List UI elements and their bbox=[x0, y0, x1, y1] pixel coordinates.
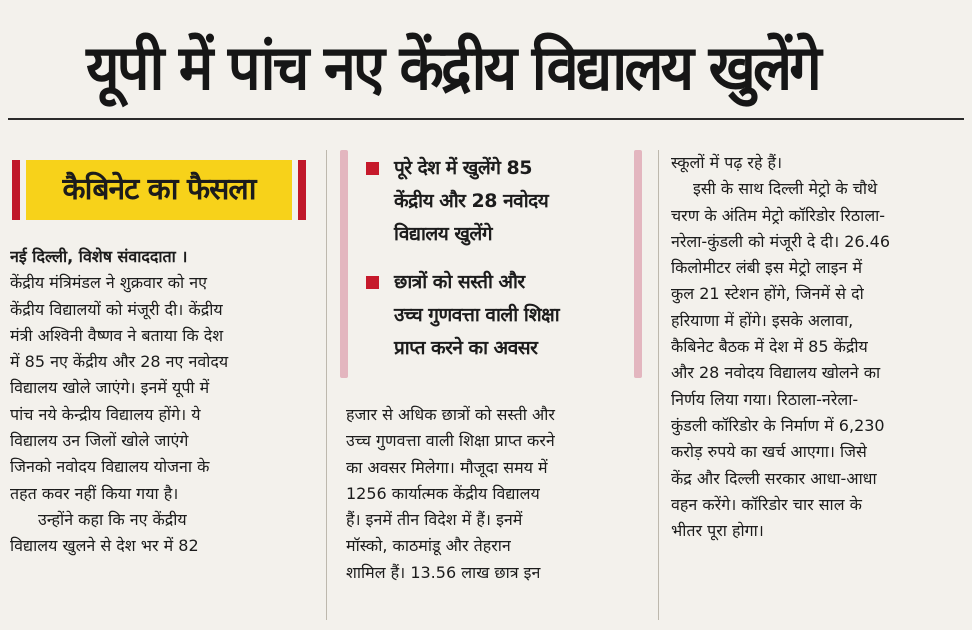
column-line: केंद्रीय मंत्रिमंडल ने शुक्रवार को नए bbox=[10, 273, 207, 293]
tag-label: कैबिनेट का फैसला bbox=[26, 160, 292, 220]
column-line: किलोमीटर लंबी इस मेट्रो लाइन में bbox=[671, 258, 863, 278]
highlight-line: छात्रों को सस्ती और bbox=[394, 271, 525, 293]
highlight-line: विद्यालय खुलेंगे bbox=[394, 223, 493, 245]
tag-bar-right bbox=[298, 160, 306, 220]
column-line: चरण के अंतिम मेट्रो कॉरिडोर रिठाला- bbox=[671, 205, 886, 225]
highlight-item bbox=[368, 266, 608, 365]
column-line: वहन करेंगे। कॉरिडोर चार साल के bbox=[671, 494, 862, 514]
headline-rule bbox=[8, 118, 964, 120]
highlights-box bbox=[340, 150, 642, 378]
headline: यूपी में पांच नए केंद्रीय विद्यालय खुलेंगे bbox=[86, 31, 819, 104]
section-tag bbox=[12, 160, 306, 220]
dateline: नई दिल्ली, विशेष संवाददाता । bbox=[10, 247, 188, 266]
bullet-square-icon bbox=[366, 162, 379, 175]
column-line: में 85 नए केंद्रीय और 28 नए नवोदय bbox=[10, 352, 229, 372]
highlight-item bbox=[368, 152, 608, 251]
column-line: हजार से अधिक छात्रों को सस्ती और bbox=[346, 405, 555, 424]
highlight-line: केंद्रीय और 28 नवोदय bbox=[394, 190, 549, 212]
highlights-edge-right bbox=[634, 150, 642, 378]
column-line: करोड़ रुपये का खर्च आएगा। जिसे bbox=[671, 442, 867, 462]
column-divider bbox=[326, 150, 327, 620]
article-column-1 bbox=[10, 244, 312, 560]
column-line: और 28 नवोदय विद्यालय खोलने का bbox=[671, 363, 881, 383]
column-line: पांच नये केन्द्रीय विद्यालय होंगे। ये bbox=[10, 404, 201, 424]
column-line: 1256 कार्यात्मक केंद्रीय विद्यालय bbox=[346, 483, 540, 503]
article-column-3 bbox=[671, 150, 969, 544]
column-line: केंद्र और दिल्ली सरकार आधा-आधा bbox=[671, 468, 877, 488]
highlight-line: उच्च गुणवत्ता वाली शिक्षा bbox=[394, 304, 560, 326]
column-line: नरेला-कुंडली को मंजूरी दे दी। 26.46 bbox=[671, 231, 891, 251]
article-column-2 bbox=[346, 402, 646, 586]
column-line: मंत्री अश्विनी वैष्णव ने बताया कि देश bbox=[10, 325, 224, 345]
column-line: का अवसर मिलेगा। मौजूदा समय में bbox=[346, 457, 548, 477]
column-line: तहत कवर नहीं किया गया है। bbox=[10, 483, 179, 503]
column-line: निर्णय लिया गया। रिठाला-नरेला- bbox=[671, 389, 859, 409]
highlight-line: प्राप्त करने का अवसर bbox=[394, 337, 538, 359]
column-line: कैबिनेट बैठक में देश में 85 केंद्रीय bbox=[671, 337, 868, 357]
column-line: भीतर पूरा होगा। bbox=[671, 521, 764, 541]
bullet-square-icon bbox=[366, 276, 379, 289]
column-line: स्कूलों में पढ़ रहे हैं। bbox=[671, 153, 783, 172]
column-line: विद्यालय उन जिलों खोले जाएंगे bbox=[10, 431, 189, 451]
column-line: उन्होंने कहा कि नए केंद्रीय bbox=[38, 509, 187, 529]
column-line: कुल 21 स्टेशन होंगे, जिनमें से दो bbox=[671, 284, 864, 304]
highlights-edge-left bbox=[340, 150, 348, 378]
column-line: शामिल हैं। 13.56 लाख छात्र इन bbox=[346, 562, 541, 582]
highlight-line: पूरे देश में खुलेंगे 85 bbox=[394, 157, 532, 179]
column-line: केंद्रीय विद्यालयों को मंजूरी दी। केंद्रीय bbox=[10, 299, 223, 319]
column-line: विद्यालय खुलने से देश भर में 82 bbox=[10, 536, 199, 556]
column-line: कुंडली कॉरिडोर के निर्माण में 6,230 bbox=[671, 415, 885, 435]
column-line: उच्च गुणवत्ता वाली शिक्षा प्राप्त करने bbox=[346, 431, 555, 451]
tag-bar-left bbox=[12, 160, 20, 220]
column-line: हरियाणा में होंगे। इसके अलावा, bbox=[671, 310, 854, 330]
column-divider bbox=[658, 150, 659, 620]
column-line: जिनको नवोदय विद्यालय योजना के bbox=[10, 457, 210, 477]
column-line: हैं। इनमें तीन विदेश में हैं। इनमें bbox=[346, 510, 523, 530]
column-line: विद्यालय खोले जाएंगे। इनमें यूपी में bbox=[10, 378, 210, 398]
column-line: मॉस्को, काठमांडू और तेहरान bbox=[346, 536, 511, 556]
column-line: इसी के साथ दिल्ली मेट्रो के चौथे bbox=[693, 179, 878, 199]
